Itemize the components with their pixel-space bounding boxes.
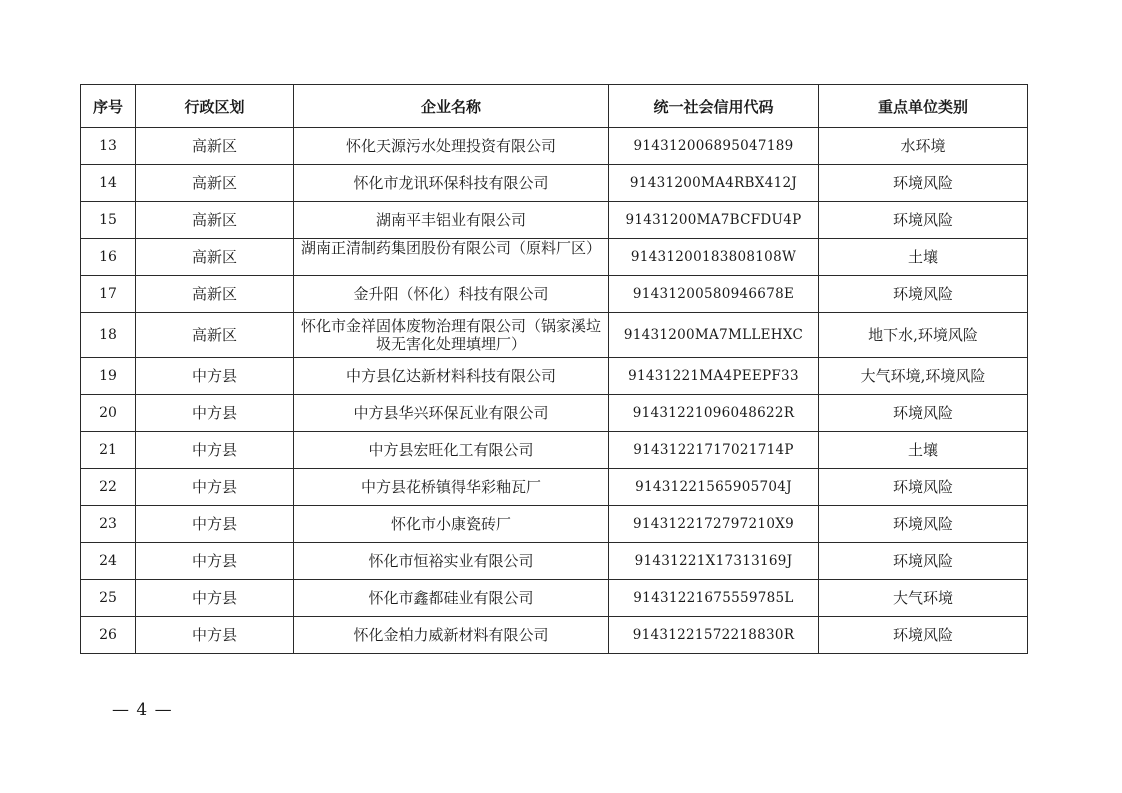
cell-serial-number: 18 xyxy=(81,313,136,358)
table-row xyxy=(81,239,1028,276)
cell-district: 高新区 xyxy=(136,202,294,239)
cell-company-name: 怀化天源污水处理投资有限公司 xyxy=(294,128,609,165)
cell-serial-number: 24 xyxy=(81,543,136,580)
cell-company-name: 中方县宏旺化工有限公司 xyxy=(294,432,609,469)
table-row xyxy=(81,128,1028,165)
cell-credit-code: 91431221572218830R xyxy=(609,617,819,654)
cell-serial-number: 22 xyxy=(81,469,136,506)
header-company-name: 企业名称 xyxy=(294,85,609,128)
cell-unit-category: 环境风险 xyxy=(819,395,1028,432)
table-body xyxy=(81,128,1028,654)
header-unit-category: 重点单位类别 xyxy=(819,85,1028,128)
cell-serial-number: 25 xyxy=(81,580,136,617)
cell-credit-code: 91431221675559785L xyxy=(609,580,819,617)
cell-credit-code: 91431221X17313169J xyxy=(609,543,819,580)
table-row xyxy=(81,617,1028,654)
cell-unit-category: 环境风险 xyxy=(819,202,1028,239)
cell-district: 中方县 xyxy=(136,617,294,654)
cell-district: 中方县 xyxy=(136,580,294,617)
table-row xyxy=(81,276,1028,313)
cell-company-name: 怀化市鑫都硅业有限公司 xyxy=(294,580,609,617)
cell-district: 高新区 xyxy=(136,128,294,165)
cell-serial-number: 16 xyxy=(81,239,136,276)
cell-credit-code: 91431221717021714P xyxy=(609,432,819,469)
cell-district: 中方县 xyxy=(136,432,294,469)
cell-company-name: 中方县华兴环保瓦业有限公司 xyxy=(294,395,609,432)
key-units-table xyxy=(80,84,1028,654)
header-serial-number: 序号 xyxy=(81,85,136,128)
cell-credit-code: 914312006895047189 xyxy=(609,128,819,165)
cell-company-name: 中方县亿达新材料科技有限公司 xyxy=(294,358,609,395)
cell-district: 中方县 xyxy=(136,506,294,543)
cell-serial-number: 15 xyxy=(81,202,136,239)
cell-district: 高新区 xyxy=(136,165,294,202)
cell-credit-code: 91431221565905704J xyxy=(609,469,819,506)
cell-serial-number: 21 xyxy=(81,432,136,469)
table-row xyxy=(81,506,1028,543)
cell-credit-code: 9143122172797210X9 xyxy=(609,506,819,543)
cell-district: 中方县 xyxy=(136,358,294,395)
page-number: — 4 — xyxy=(112,700,173,720)
document-table-wrapper xyxy=(80,84,1027,654)
cell-company-name: 怀化市龙讯环保科技有限公司 xyxy=(294,165,609,202)
cell-credit-code: 91431200183808108W xyxy=(609,239,819,276)
cell-unit-category: 环境风险 xyxy=(819,506,1028,543)
cell-district: 中方县 xyxy=(136,395,294,432)
cell-credit-code: 91431221096048622R xyxy=(609,395,819,432)
table-row xyxy=(81,202,1028,239)
cell-unit-category: 地下水,环境风险 xyxy=(819,313,1028,358)
cell-serial-number: 20 xyxy=(81,395,136,432)
cell-district: 中方县 xyxy=(136,543,294,580)
cell-unit-category: 土壤 xyxy=(819,432,1028,469)
cell-unit-category: 环境风险 xyxy=(819,165,1028,202)
cell-unit-category: 土壤 xyxy=(819,239,1028,276)
cell-credit-code: 91431200MA7BCFDU4P xyxy=(609,202,819,239)
header-credit-code: 统一社会信用代码 xyxy=(609,85,819,128)
cell-unit-category: 环境风险 xyxy=(819,276,1028,313)
cell-unit-category: 水环境 xyxy=(819,128,1028,165)
table-row xyxy=(81,580,1028,617)
cell-unit-category: 环境风险 xyxy=(819,469,1028,506)
cell-company-name: 中方县花桥镇得华彩釉瓦厂 xyxy=(294,469,609,506)
cell-serial-number: 13 xyxy=(81,128,136,165)
table-row xyxy=(81,165,1028,202)
cell-credit-code: 91431200MA4RBX412J xyxy=(609,165,819,202)
cell-serial-number: 17 xyxy=(81,276,136,313)
table-header-row xyxy=(81,85,1028,128)
cell-company-name: 怀化市小康瓷砖厂 xyxy=(294,506,609,543)
cell-company-name xyxy=(294,239,609,276)
cell-unit-category: 大气环境 xyxy=(819,580,1028,617)
table-row xyxy=(81,469,1028,506)
cell-serial-number: 19 xyxy=(81,358,136,395)
table-row xyxy=(81,543,1028,580)
cell-credit-code: 91431221MA4PEEPF33 xyxy=(609,358,819,395)
cell-unit-category: 环境风险 xyxy=(819,617,1028,654)
cell-credit-code: 91431200MA7MLLEHXC xyxy=(609,313,819,358)
cell-company-name: 怀化市恒裕实业有限公司 xyxy=(294,543,609,580)
table-row xyxy=(81,358,1028,395)
cell-company-name: 怀化市金祥固体废物治理有限公司（锅家溪垃圾无害化处理填埋厂） xyxy=(294,313,609,358)
table-row xyxy=(81,432,1028,469)
cell-credit-code: 91431200580946678E xyxy=(609,276,819,313)
cell-district: 高新区 xyxy=(136,276,294,313)
table-row xyxy=(81,395,1028,432)
cell-serial-number: 26 xyxy=(81,617,136,654)
cell-company-name: 怀化金柏力威新材料有限公司 xyxy=(294,617,609,654)
header-district: 行政区划 xyxy=(136,85,294,128)
cell-district: 高新区 xyxy=(136,313,294,358)
company-name-text: 湖南正清制药集团股份有限公司（原料厂区） xyxy=(300,239,601,257)
cell-unit-category: 环境风险 xyxy=(819,543,1028,580)
table-row xyxy=(81,313,1028,358)
cell-serial-number: 14 xyxy=(81,165,136,202)
cell-district: 高新区 xyxy=(136,239,294,276)
cell-district: 中方县 xyxy=(136,469,294,506)
cell-company-name: 金升阳（怀化）科技有限公司 xyxy=(294,276,609,313)
cell-company-name: 湖南平丰铝业有限公司 xyxy=(294,202,609,239)
cell-unit-category: 大气环境,环境风险 xyxy=(819,358,1028,395)
cell-serial-number: 23 xyxy=(81,506,136,543)
